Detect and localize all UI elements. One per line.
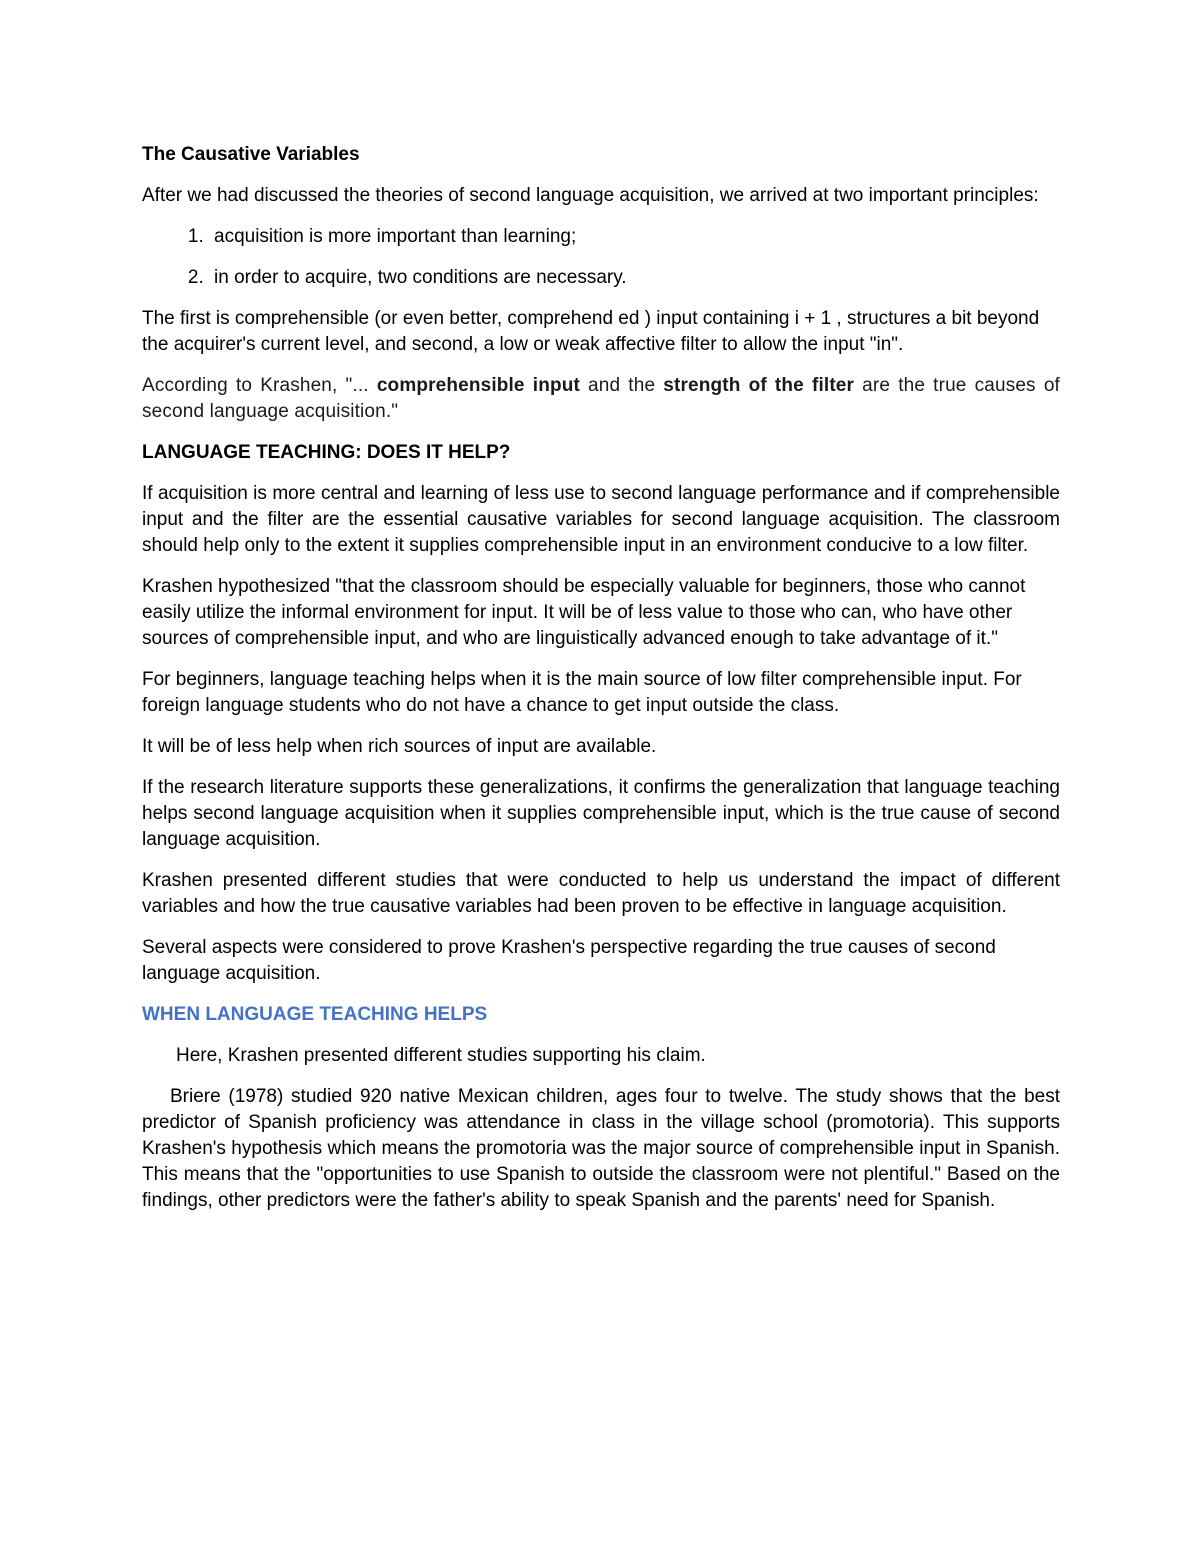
first-condition-paragraph: The first is comprehensible (or even better, comprehend ed ) input containing i + 1 , structures a bit beyond the acquirer's current level, and second, a low or weak affective filter to allow the input "in".	[142, 308, 1040, 355]
section-heading-teaching: LANGUAGE TEACHING: DOES IT HELP?	[142, 442, 511, 463]
research-paragraph: If the research literature supports these generalizations, it confirms the generalization that language teaching helps second language acquisition when it supplies comprehensible input, which is the true cause of second language acquisition.	[142, 777, 1060, 850]
studies-paragraph: Krashen presented different studies that were conducted to help us understand the impact of different variables and how the true causative variables had been proven to be effective in language acquisition.	[142, 870, 1060, 917]
quote-text: According to Krashen, "...	[142, 375, 377, 396]
emphasis-comprehensible-input: comprehensible input	[376, 375, 580, 396]
principles-list	[142, 224, 1060, 291]
intro-paragraph: After we had discussed the theories of second language acquisition, we arrived at two important principles:	[142, 185, 1039, 206]
hypothesized-paragraph: Krashen hypothesized "that the classroom should be especially valuable for beginners, those who cannot easily utilize the informal environment for input. It will be of less value to those who can, who have other sources of comprehensible input, and who are linguistically advanced enough to take advantage of it."	[142, 576, 1026, 649]
document-title: The Causative Variables	[142, 144, 360, 165]
less-help-paragraph: It will be of less help when rich sources of input are available.	[142, 736, 657, 757]
here-paragraph: Here, Krashen presented different studies supporting his claim.	[176, 1045, 706, 1066]
quote-text: are the true causes of second language acquisition."	[142, 375, 1060, 422]
central-paragraph: If acquisition is more central and learning of less use to second language performance and if comprehensible input and the filter are the essential causative variables for second language acquisition. The classroom should help only to the extent it supplies comprehensible input in an environment conducive to a low filter.	[142, 483, 1060, 556]
list-item: 1. acquisition is more important than learning;	[209, 224, 1060, 250]
krashen-quote-paragraph	[142, 373, 1060, 425]
emphasis-filter-strength: strength of the filter	[663, 375, 855, 396]
list-item: 2. in order to acquire, two conditions are necessary.	[209, 265, 1060, 291]
section-heading-helps: WHEN LANGUAGE TEACHING HELPS	[142, 1004, 488, 1025]
aspects-paragraph: Several aspects were considered to prove Krashen's perspective regarding the true causes of second language acquisition.	[142, 937, 996, 984]
beginners-paragraph: For beginners, language teaching helps when it is the main source of low filter comprehensible input. For foreign language students who do not have a chance to get input outside the class.	[142, 669, 1022, 716]
briere-paragraph: Briere (1978) studied 920 native Mexican children, ages four to twelve. The study shows that the best predictor of Spanish proficiency was attendance in class in the village school (promotoria). This supports Krashen's hypothesis which means the promotoria was the major source of comprehensible input in Spanish. This means that the "opportunities to use Spanish to outside the classroom were not plentiful." Based on the findings, other predictors were the father's ability to speak Spanish and the parents' need for Spanish.	[142, 1086, 1060, 1211]
quote-text: and the	[579, 375, 664, 396]
